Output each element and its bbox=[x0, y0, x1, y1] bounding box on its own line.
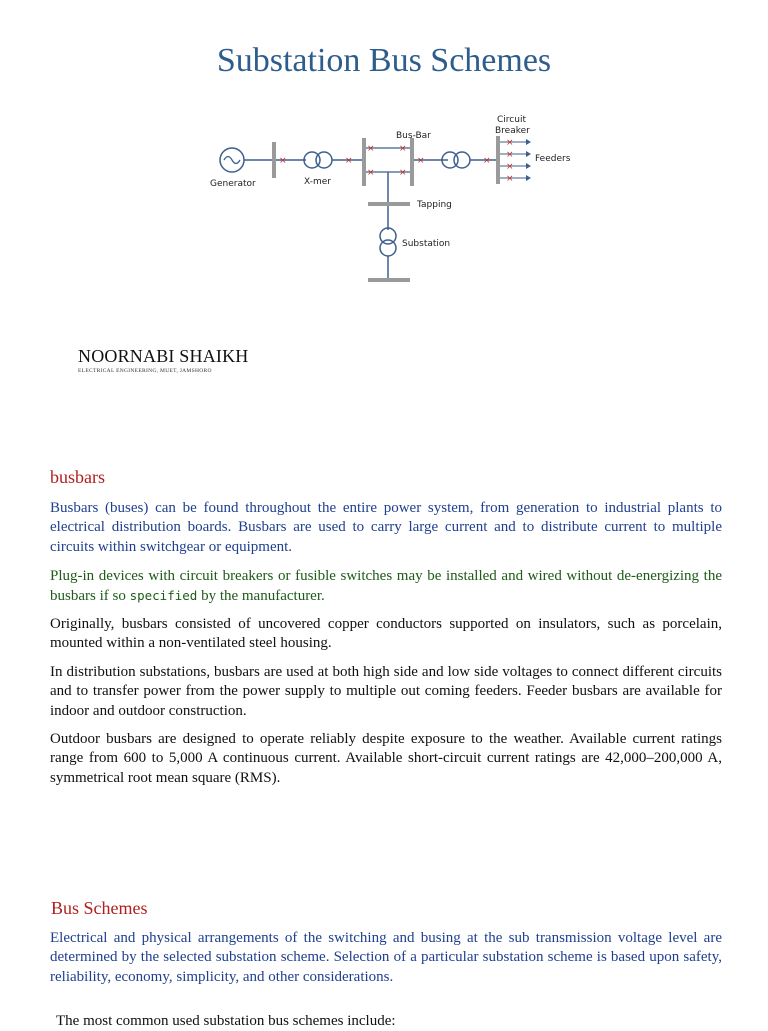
breaker-mark: × bbox=[279, 156, 287, 166]
page-title: Substation Bus Schemes bbox=[216, 42, 552, 79]
bus-schemes-paragraph-2: The most common used substation bus schemes include: bbox=[56, 1013, 396, 1029]
busbars-paragraph-2 bbox=[50, 567, 722, 607]
busbars-heading: busbars bbox=[50, 467, 105, 487]
busbar-right bbox=[410, 138, 414, 186]
circuit-breaker-label-line1: Circuit bbox=[497, 115, 526, 125]
breaker-mark: × bbox=[506, 150, 514, 160]
generator-bus bbox=[272, 142, 276, 178]
author-affiliation: ELECTRICAL ENGINEERING, MUET, JAMSHORO bbox=[78, 368, 212, 374]
p2-specified-word: specified bbox=[129, 588, 198, 604]
breaker-mark: × bbox=[345, 156, 353, 166]
xmer-label: X-mer bbox=[304, 177, 331, 187]
feeder-arrows bbox=[526, 139, 531, 181]
breaker-mark: × bbox=[506, 138, 514, 148]
breaker-mark: × bbox=[506, 162, 514, 172]
substation-label: Substation bbox=[402, 239, 451, 249]
breaker-mark: × bbox=[367, 144, 375, 154]
substation-coil-b bbox=[380, 240, 396, 256]
circuit-breaker-label-line2: Breaker bbox=[495, 126, 530, 136]
bus-schemes-paragraph-1: Electrical and physical arrangements of the switching and busing at the sub transmission voltage level are determined by the selected substation scheme. Selection of a particular substation scheme is based upon safety, reliability, economy, simplicity, and other considerations. bbox=[50, 930, 722, 985]
busbar-label: Bus-Bar bbox=[396, 131, 431, 141]
busbars-paragraph-3: Originally, busbars consisted of uncovered copper conductors supported on insulators, such as porcelain, mounted within a non-ventilated steel housing. bbox=[50, 616, 722, 652]
feeder-bus bbox=[496, 136, 500, 184]
substation-bus bbox=[368, 278, 410, 282]
generator-label: Generator bbox=[210, 179, 256, 189]
bus-schemes-heading: Bus Schemes bbox=[51, 898, 148, 918]
tapping-label: Tapping bbox=[417, 200, 452, 210]
p2-text-start: Plug-in devices with circuit breakers or fusible switches may be installed and wired without de-energizing the busbars if so bbox=[50, 568, 722, 605]
breaker-mark: × bbox=[399, 144, 407, 154]
author-name: NOORNABI SHAIKH bbox=[78, 346, 249, 366]
p2-text-end: by the manufacturer. bbox=[197, 588, 325, 605]
breaker-mark: × bbox=[506, 174, 514, 184]
breaker-mark: × bbox=[399, 168, 407, 178]
generator-sine-icon bbox=[224, 157, 240, 164]
breaker-mark: × bbox=[417, 156, 425, 166]
busbars-paragraph-5: Outdoor busbars are designed to operate reliably despite exposure to the weather. Available current ratings range from 600 to 5,000 A continuous current. Available short-circuit current ratings are 42,000–200,000 A, symmetrical root mean square (RMS). bbox=[50, 731, 722, 786]
busbars-paragraph-1: Busbars (buses) can be found throughout the entire power system, from generation to industrial plants to electrical distribution boards. Busbars are used to carry large current and to distribute current to multiple circuits within switchgear or equipment. bbox=[50, 500, 722, 555]
breaker-mark: × bbox=[367, 168, 375, 178]
transformer-1-coil-b bbox=[316, 152, 332, 168]
transformer-2-coil-b bbox=[454, 152, 470, 168]
single-line-diagram bbox=[200, 108, 580, 288]
breaker-mark: × bbox=[483, 156, 491, 166]
busbar-left bbox=[362, 138, 366, 186]
tapping-bus bbox=[368, 202, 410, 206]
busbars-paragraph-4: In distribution substations, busbars are used at both high side and low side voltages to connect different circuits and to transfer power from the power supply to multiple out coming feeders. Feeder busbars are available for indoor and outdoor construction. bbox=[50, 664, 722, 719]
feeders-label: Feeders bbox=[535, 154, 571, 164]
